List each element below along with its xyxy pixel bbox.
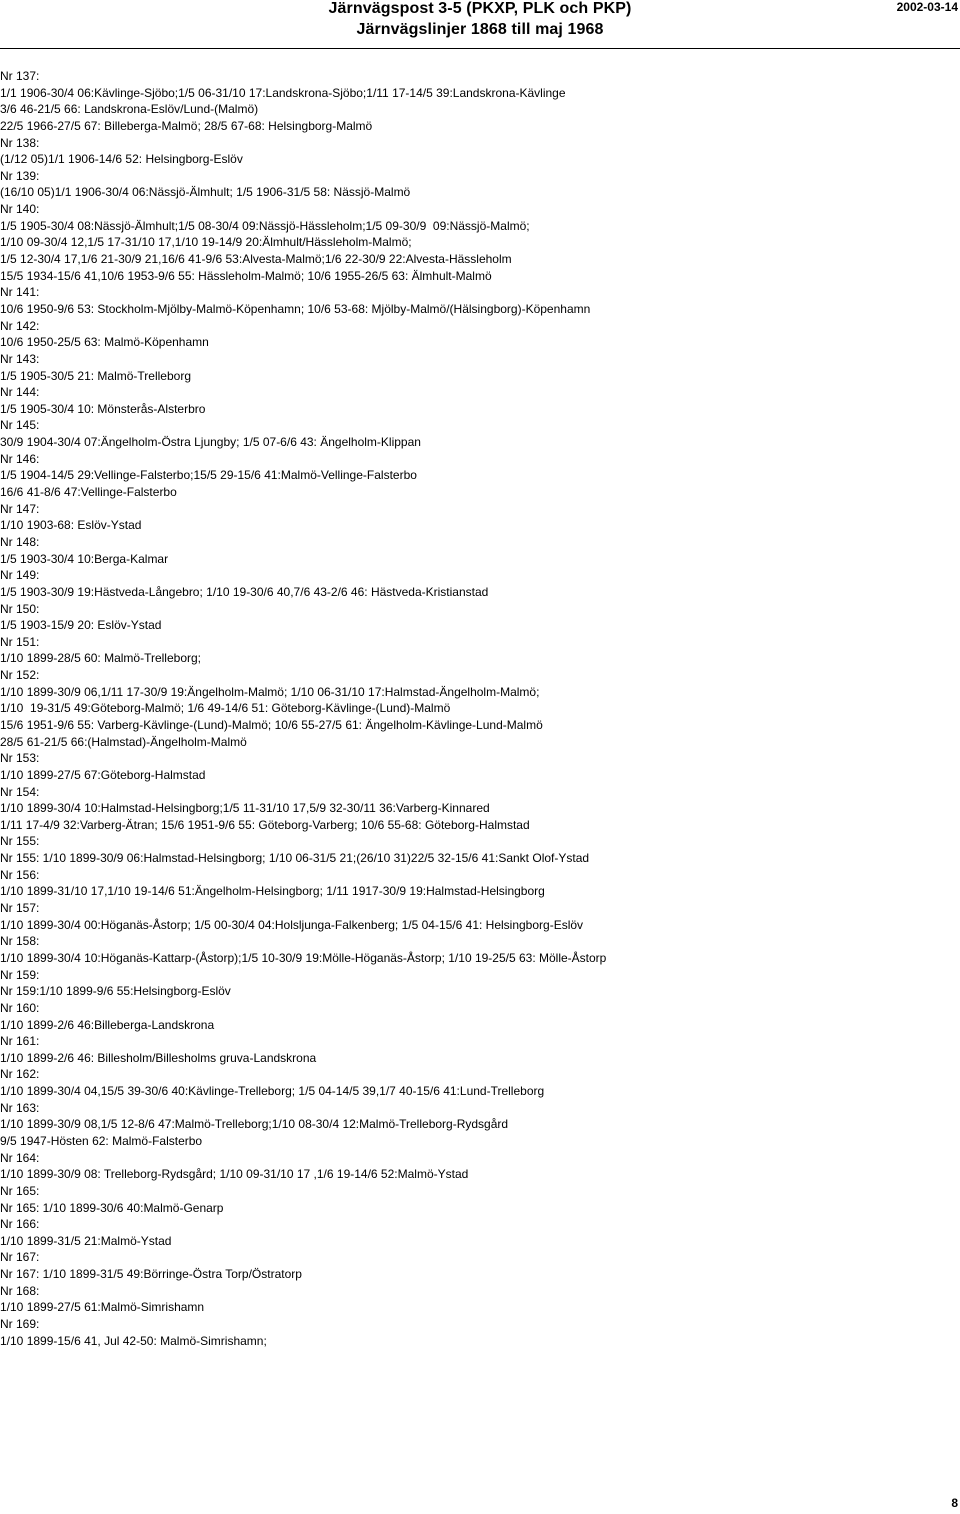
text-line: Nr 159:1/10 1899-9/6 55:Helsingborg-Eslöv [0,984,231,999]
text-line: 1/5 1903-30/9 19:Hästveda-Långebro; 1/10 19-30/6 40,7/6 43-2/6 46: Hästveda-Kristianstad [0,584,489,599]
section-heading: Nr 158: [0,934,40,949]
text-line: 1/10 1899-30/4 00:Höganäs-Åstorp; 1/5 00-30/4 04:Holsljunga-Falkenberg; 1/5 04-15/6 41: Helsingborg-Eslöv [0,917,584,932]
text-line: 22/5 1966-27/5 67: Billeberga-Malmö; 28/5 67-68: Helsingborg-Malmö [0,118,373,133]
text-line: 1/10 1899-30/9 08,1/5 12-8/6 47:Malmö-Trelleborg;1/10 08-30/4 12:Malmö-Trelleborg-Rydsgård [0,1117,509,1132]
section-heading: Nr 166: [0,1217,40,1232]
section-heading: Nr 162: [0,1067,40,1082]
text-line: 10/6 1950-9/6 53: Stockholm-Mjölby-Malmö-Köpenhamn; 10/6 53-68: Mjölby-Malmö/(Hälsingborg)-Köpenhamn [0,301,591,316]
section-heading: Nr 164: [0,1150,40,1165]
text-line: 15/6 1951-9/6 55: Varberg-Kävlinge-(Lund)-Malmö; 10/6 55-27/5 61: Ängelholm-Kävlinge-Lund-Malmö [0,717,543,732]
section-heading: Nr 146: [0,451,40,466]
text-line: 16/6 41-8/6 47:Vellinge-Falsterbo [0,485,177,500]
section-heading: Nr 151: [0,634,40,649]
section-heading: Nr 167: [0,1250,40,1265]
document-title: Järnvägspost 3-5 (PKXP, PLK och PKP) [328,0,632,17]
section-heading: Nr 137: [0,69,40,83]
text-line: 10/6 1950-25/5 63: Malmö-Köpenhamn [0,335,209,350]
text-line: 1/10 1899-2/6 46:Billeberga-Landskrona [0,1017,215,1032]
section-heading: Nr 142: [0,318,40,333]
section-heading: Nr 156: [0,867,40,882]
section-heading: Nr 148: [0,534,40,549]
text-line: 1/10 1899-27/5 67:Göteborg-Halmstad [0,767,206,782]
text-line: 9/5 1947-Hösten 62: Malmö-Falsterbo [0,1134,203,1148]
section-heading: Nr 138: [0,135,40,150]
text-line: (1/12 05)1/1 1906-14/6 52: Helsingborg-Eslöv [0,152,243,167]
section-heading: Nr 169: [0,1317,40,1332]
header-rule [0,48,960,49]
text-line: 1/10 1903-68: Eslöv-Ystad [0,518,142,533]
section-heading: Nr 159: [0,967,40,982]
text-line: 1/10 19-31/5 49:Göteborg-Malmö; 1/6 49-14/6 51: Göteborg-Kävlinge-(Lund)-Malmö [0,701,451,716]
section-heading: Nr 144: [0,385,40,400]
text-line: Nr 167: 1/10 1899-31/5 49:Börringe-Östra Torp/Östratorp [0,1267,302,1282]
document-subtitle: Järnvägslinjer 1868 till maj 1968 [356,21,604,38]
page-number: 8 [951,1496,958,1510]
text-line: 1/10 1899-30/4 04,15/5 39-30/6 40:Kävlinge-Trelleborg; 1/5 04-14/5 39,1/7 40-15/6 41:Lund-Trelleborg [0,1084,545,1099]
text-line: Nr 155: 1/10 1899-30/9 06:Halmstad-Helsingborg; 1/10 06-31/5 21;(26/10 31)22/5 32-15/6 41:Sankt Olof-Ystad [0,851,590,866]
text-line: 1/5 1905-30/4 08:Nässjö-Älmhult;1/5 08-30/4 09:Nässjö-Hässleholm;1/5 09-30/9 09:Nässjö-Malmö; [0,218,530,233]
section-heading: Nr 163: [0,1100,40,1115]
section-heading: Nr 140: [0,202,40,217]
text-line: 1/5 12-30/4 17,1/6 21-30/9 21,16/6 41-9/6 53:Alvesta-Malmö;1/6 22-30/9 22:Alvesta-Hässleholm [0,252,512,267]
section-heading: Nr 150: [0,601,40,616]
section-heading: Nr 165: [0,1183,40,1198]
text-line: 1/5 1903-30/4 10:Berga-Kalmar [0,551,169,566]
text-line: 1/11 17-4/9 32:Varberg-Ätran; 15/6 1951-9/6 55: Göteborg-Varberg; 10/6 55-68: Göteborg-Halmstad [0,817,530,832]
section-heading: Nr 160: [0,1000,40,1015]
text-line: 1/10 1899-2/6 46: Billesholm/Billesholms gruva-Landskrona [0,1050,317,1065]
section-heading: Nr 155: [0,834,40,849]
text-line: 1/5 1905-30/4 10: Mönsterås-Alsterbro [0,401,206,416]
section-heading: Nr 139: [0,168,40,183]
text-line: 1/10 09-30/4 12,1/5 17-31/10 17,1/10 19-14/9 20:Älmhult/Hässleholm-Malmö; [0,235,412,250]
section-heading: Nr 152: [0,668,40,683]
text-line: 1/1 1906-30/4 06:Kävlinge-Sjöbo;1/5 06-31/10 17:Landskrona-Sjöbo;1/11 17-14/5 39:Landskrona-Kävlinge [0,85,566,100]
header-date: 2002-03-14 [896,0,958,14]
section-heading: Nr 143: [0,351,40,366]
text-line: 1/10 1899-30/9 06,1/11 17-30/9 19:Ängelholm-Malmö; 1/10 06-31/10 17:Halmstad-Ängelholm-Malmö; [0,684,540,699]
text-line: 1/10 1899-31/10 17,1/10 19-14/6 51:Ängelholm-Helsingborg; 1/11 1917-30/9 19:Halmstad-Helsingborg [0,884,545,899]
section-heading: Nr 149: [0,568,40,583]
text-line: 1/10 1899-30/4 10:Halmstad-Helsingborg;1/5 11-31/10 17,5/9 32-30/11 36:Varberg-Kinnared [0,801,490,816]
section-heading: Nr 145: [0,418,40,433]
section-heading: Nr 153: [0,751,40,766]
section-heading: Nr 147: [0,501,40,516]
section-heading: Nr 157: [0,901,40,916]
text-line: 15/5 1934-15/6 41,10/6 1953-9/6 55: Hässleholm-Malmö; 10/6 1955-26/5 63: Älmhult-Malmö [0,268,492,283]
document-body [0,68,960,1349]
text-line: Nr 165: 1/10 1899-30/6 40:Malmö-Genarp [0,1200,224,1215]
text-line: 30/9 1904-30/4 07:Ängelholm-Östra Ljungby; 1/5 07-6/6 43: Ängelholm-Klippan [0,435,421,450]
text-line: 1/5 1904-14/5 29:Vellinge-Falsterbo;15/5 29-15/6 41:Malmö-Vellinge-Falsterbo [0,468,417,483]
text-line: 3/6 46-21/5 66: Landskrona-Eslöv/Lund-(Malmö) [0,102,259,117]
text-line: 1/10 1899-27/5 61:Malmö-Simrishamn [0,1300,205,1315]
section-heading: Nr 141: [0,285,40,300]
text-line: 1/5 1903-15/9 20: Eslöv-Ystad [0,618,162,633]
page-header [0,0,960,50]
section-heading: Nr 154: [0,784,40,799]
text-line: 1/10 1899-15/6 41, Jul 42-50: Malmö-Simrishamn; [0,1333,267,1348]
text-line: 1/10 1899-30/4 10:Höganäs-Kattarp-(Åstorp);1/5 10-30/9 19:Mölle-Höganäs-Åstorp; 1/10 19-25/5 63: Mölle-Åstorp [0,950,607,965]
text-line: 1/10 1899-30/9 08: Trelleborg-Rydsgård; 1/10 09-31/10 17 ,1/6 19-14/6 52:Malmö-Ystad [0,1167,469,1182]
text-line: 1/5 1905-30/5 21: Malmö-Trelleborg [0,368,191,383]
text-line: 1/10 1899-28/5 60: Malmö-Trelleborg; [0,651,201,666]
text-line: (16/10 05)1/1 1906-30/4 06:Nässjö-Älmhult; 1/5 1906-31/5 58: Nässjö-Malmö [0,185,411,200]
text-line: 1/10 1899-31/5 21:Malmö-Ystad [0,1233,172,1248]
section-heading: Nr 168: [0,1283,40,1298]
section-heading: Nr 161: [0,1034,40,1049]
text-line: 28/5 61-21/5 66:(Halmstad)-Ängelholm-Malmö [0,734,247,749]
